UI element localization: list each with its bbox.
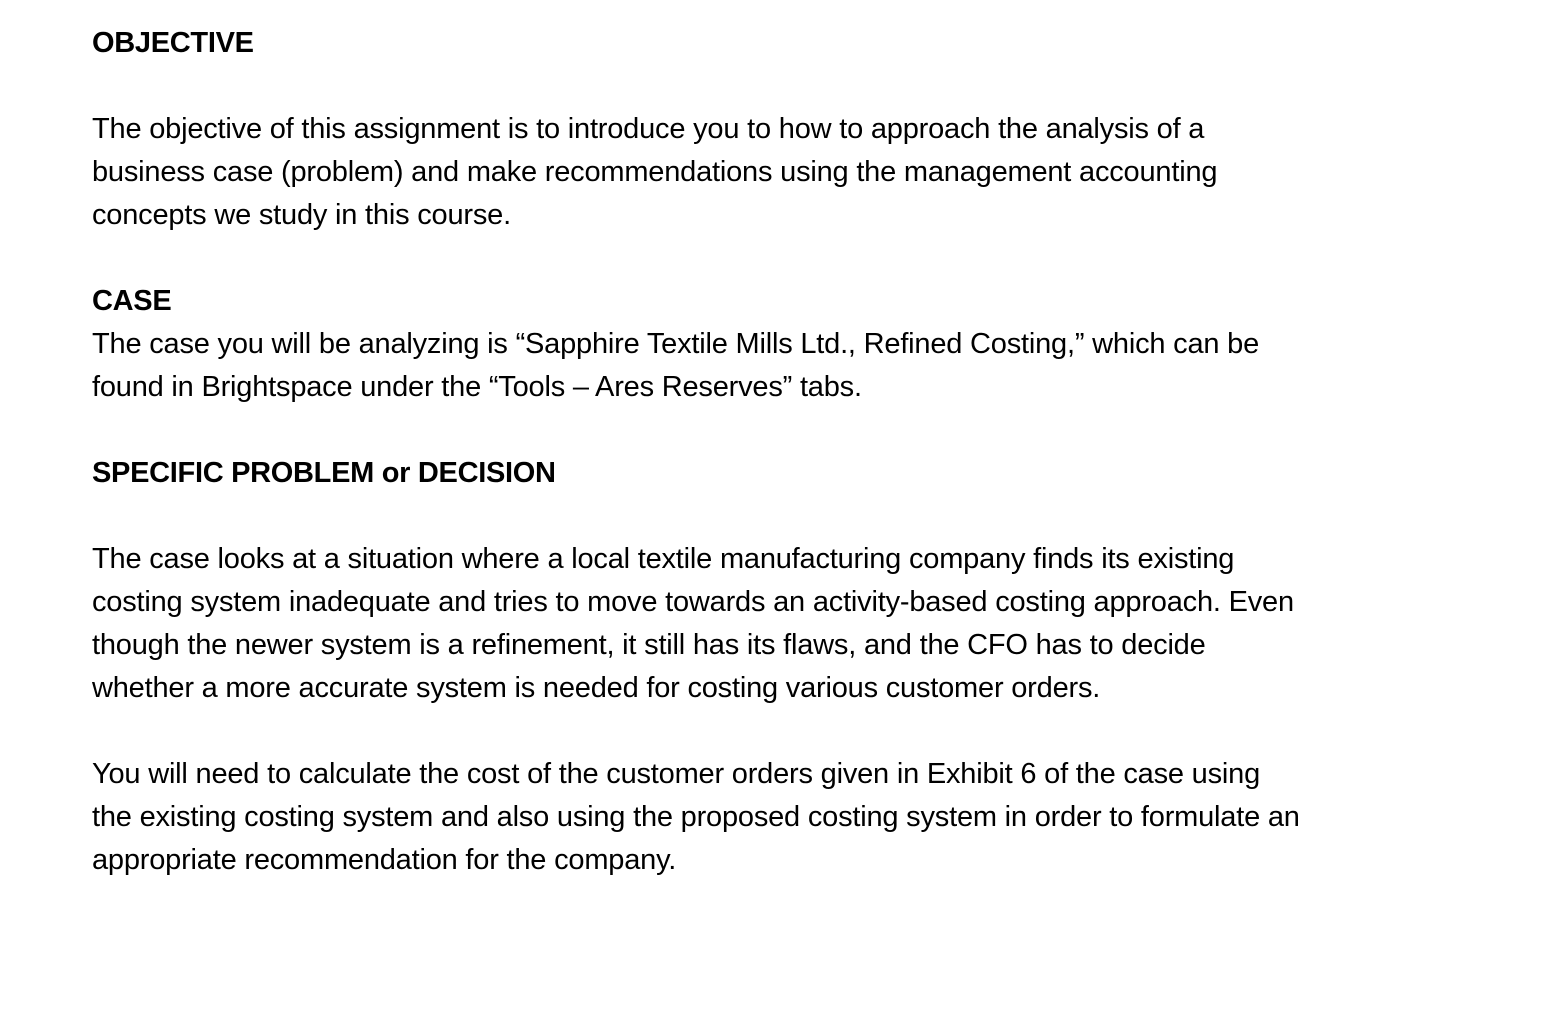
spacer [92,495,1512,538]
problem-p1-line-3: though the newer system is a refinement, it still has its flaws, and the CFO has to decide [92,629,1206,661]
objective-line-2: business case (problem) and make recommendations using the management accounting [92,156,1218,188]
problem-p1-line-1: The case looks at a situation where a local textile manufacturing company finds its existing [92,543,1235,575]
case-line-1: The case you will be analyzing is “Sapphire Textile Mills Ltd., Refined Costing,” which can be [92,328,1260,360]
case-paragraph [92,323,1512,409]
case-heading: CASE [92,285,172,317]
spacer [92,65,1512,108]
spacer [92,409,1512,452]
problem-p1-line-4: whether a more accurate system is needed for costing various customer orders. [92,672,1101,704]
problem-p2-line-3: appropriate recommendation for the company. [92,844,677,876]
problem-paragraph-2 [92,753,1512,882]
document-page [92,22,1512,882]
problem-p1-line-2: costing system inadequate and tries to move towards an activity-based costing approach. Even [92,586,1294,618]
spacer [92,237,1512,280]
objective-line-1: The objective of this assignment is to introduce you to how to approach the analysis of a [92,113,1205,145]
spacer [92,710,1512,753]
objective-heading: OBJECTIVE [92,27,254,59]
objective-paragraph [92,108,1512,237]
problem-heading: SPECIFIC PROBLEM or DECISION [92,457,556,489]
problem-p2-line-1: You will need to calculate the cost of the customer orders given in Exhibit 6 of the case using [92,758,1261,790]
objective-line-3: concepts we study in this course. [92,199,511,231]
case-line-2: found in Brightspace under the “Tools – Ares Reserves” tabs. [92,371,862,403]
problem-paragraph-1 [92,538,1512,710]
problem-p2-line-2: the existing costing system and also using the proposed costing system in order to formulate an [92,801,1300,833]
